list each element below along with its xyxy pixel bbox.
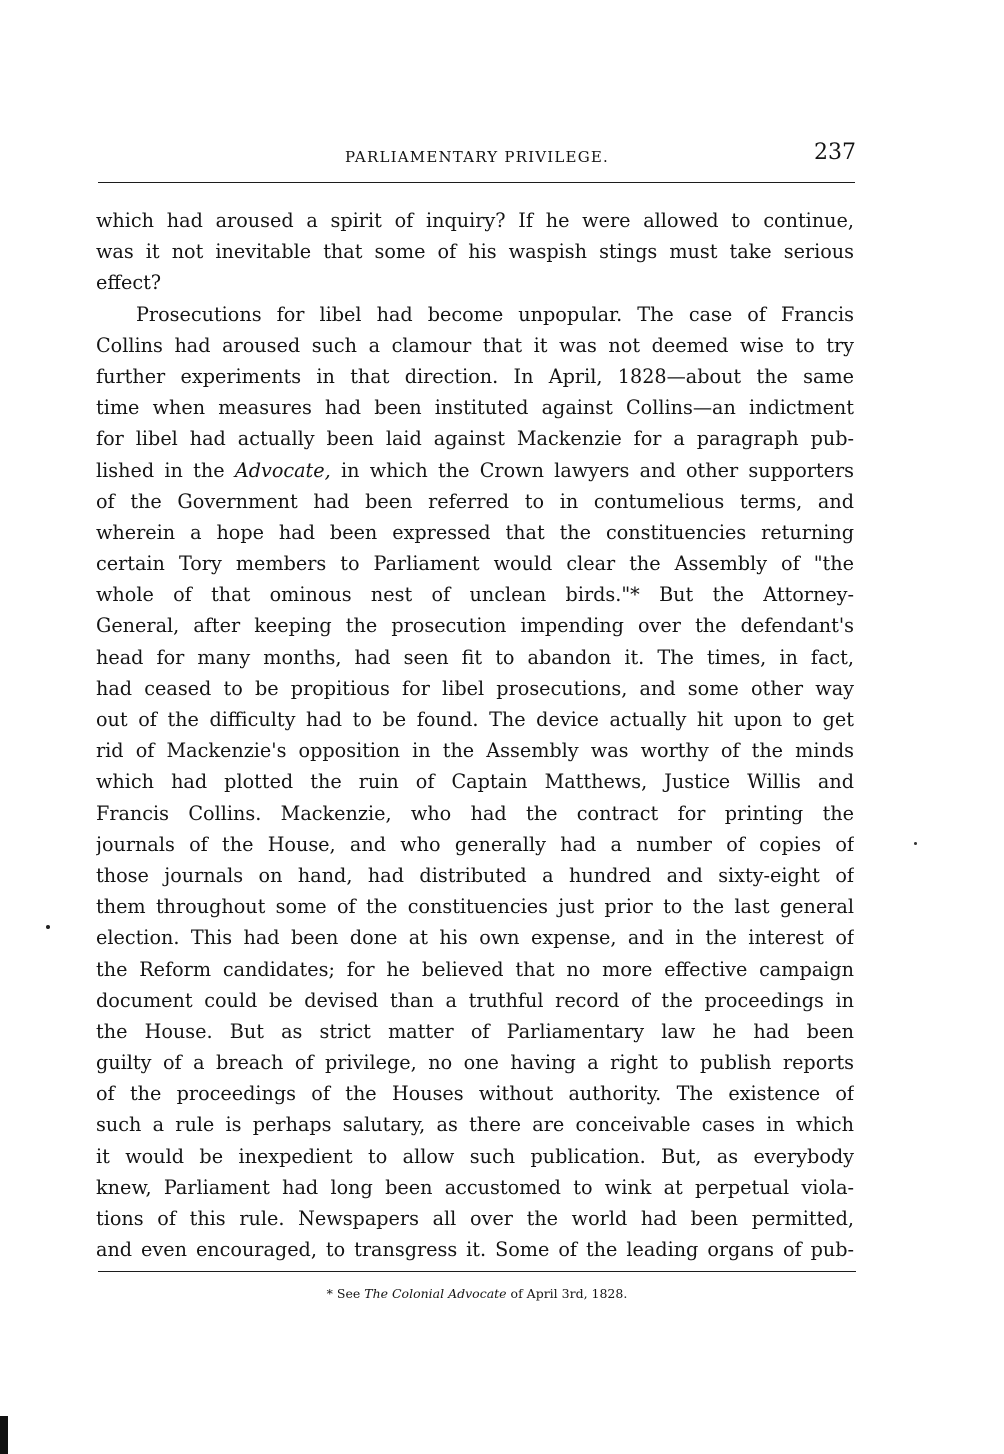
text-line: of the proceedings of the Houses without authority. The existence of [96, 1082, 854, 1106]
text-line: rid of Mackenzie's opposition in the Assembly was worthy of the minds [96, 739, 854, 763]
text-line: head for many months, had seen fit to abandon it. The times, in fact, [96, 645, 854, 669]
text-line: and even encouraged, to transgress it. Some of the leading organs of pub- [96, 1238, 854, 1262]
footnote-rule [98, 1271, 856, 1272]
text-line: out of the difficulty had to be found. The device actually hit upon to get [96, 708, 854, 731]
text-line: them throughout some of the constituencies just prior to the last general [96, 895, 854, 919]
text-line: Collins had aroused such a clamour that it was not deemed wise to try [96, 333, 854, 357]
text-line: had ceased to be propitious for libel prosecutions, and some other way [96, 676, 854, 700]
scan-speck [46, 925, 50, 929]
scan-speck [914, 842, 917, 845]
text-line: document could be devised than a truthful record of the proceedings in [96, 988, 854, 1012]
text-line: whole of that ominous nest of unclean birds."* But the Attorney- [96, 583, 854, 607]
footnote-prefix: * See [326, 1286, 365, 1301]
text-line: which had plotted the ruin of Captain Matthews, Justice Willis and [96, 770, 854, 794]
text-line: it would be inexpedient to allow such publication. But, as everybody [96, 1144, 854, 1168]
line-end: in which the Crown lawyers and other supporters [330, 458, 854, 482]
text-line: which had aroused a spirit of inquiry? If he were allowed to continue, [96, 209, 854, 232]
footnote-source: The Colonial Advocate [364, 1286, 507, 1301]
text-line: time when measures had been instituted against Collins—an indictment [96, 396, 854, 420]
advocate-italic: Advocate, [234, 458, 331, 482]
text-line: wherein a hope had been expressed that the constituencies returning [96, 520, 854, 544]
text-line: those journals on hand, had distributed a hundred and sixty-eight of [96, 863, 854, 887]
text-line: further experiments in that direction. In April, 1828—about the same [96, 364, 854, 388]
text-line-with-italic [96, 455, 854, 486]
text-line: General, after keeping the prosecution impending over the defendant's [96, 614, 854, 638]
header-rule [98, 182, 855, 183]
text-line: Francis Collins. Mackenzie, who had the contract for printing the [96, 801, 854, 825]
body-text [96, 205, 854, 1265]
text-line: was it not inevitable that some of his waspish stings must take serious [96, 240, 854, 264]
scan-edge-mark [0, 1416, 8, 1454]
text-line: Prosecutions for libel had become unpopular. The case of Francis [136, 302, 854, 326]
text-line: of the Government had been referred to in contumelious terms, and [96, 489, 854, 513]
text-line: certain Tory members to Parliament would clear the Assembly of "the [96, 552, 854, 576]
text-line: effect? [96, 271, 162, 295]
text-line: knew, Parliament had long been accustomed to wink at perpetual viola- [96, 1175, 854, 1199]
line-start: lished in the [96, 458, 235, 482]
text-line: guilty of a breach of privilege, no one having a right to publish reports [96, 1051, 854, 1075]
page-number: 237 [814, 140, 856, 165]
text-line: the House. But as strict matter of Parliamentary law he had been [96, 1019, 854, 1043]
text-line: tions of this rule. Newspapers all over the world had been permitted, [96, 1207, 854, 1230]
text-line: journals of the House, and who generally had a number of copies of [96, 832, 854, 856]
text-line: for libel had actually been laid against Mackenzie for a paragraph pub- [96, 427, 854, 451]
text-line: such a rule is perhaps salutary, as there are conceivable cases in which [96, 1113, 854, 1137]
running-head [96, 140, 858, 170]
text-line: the Reform candidates; for he believed that no more effective campaign [96, 957, 854, 981]
running-title: PARLIAMENTARY PRIVILEGE. [345, 148, 609, 166]
footnote [96, 1286, 858, 1301]
text-line: election. This had been done at his own expense, and in the interest of [96, 926, 854, 950]
footnote-suffix: of April 3rd, 1828. [506, 1286, 628, 1301]
